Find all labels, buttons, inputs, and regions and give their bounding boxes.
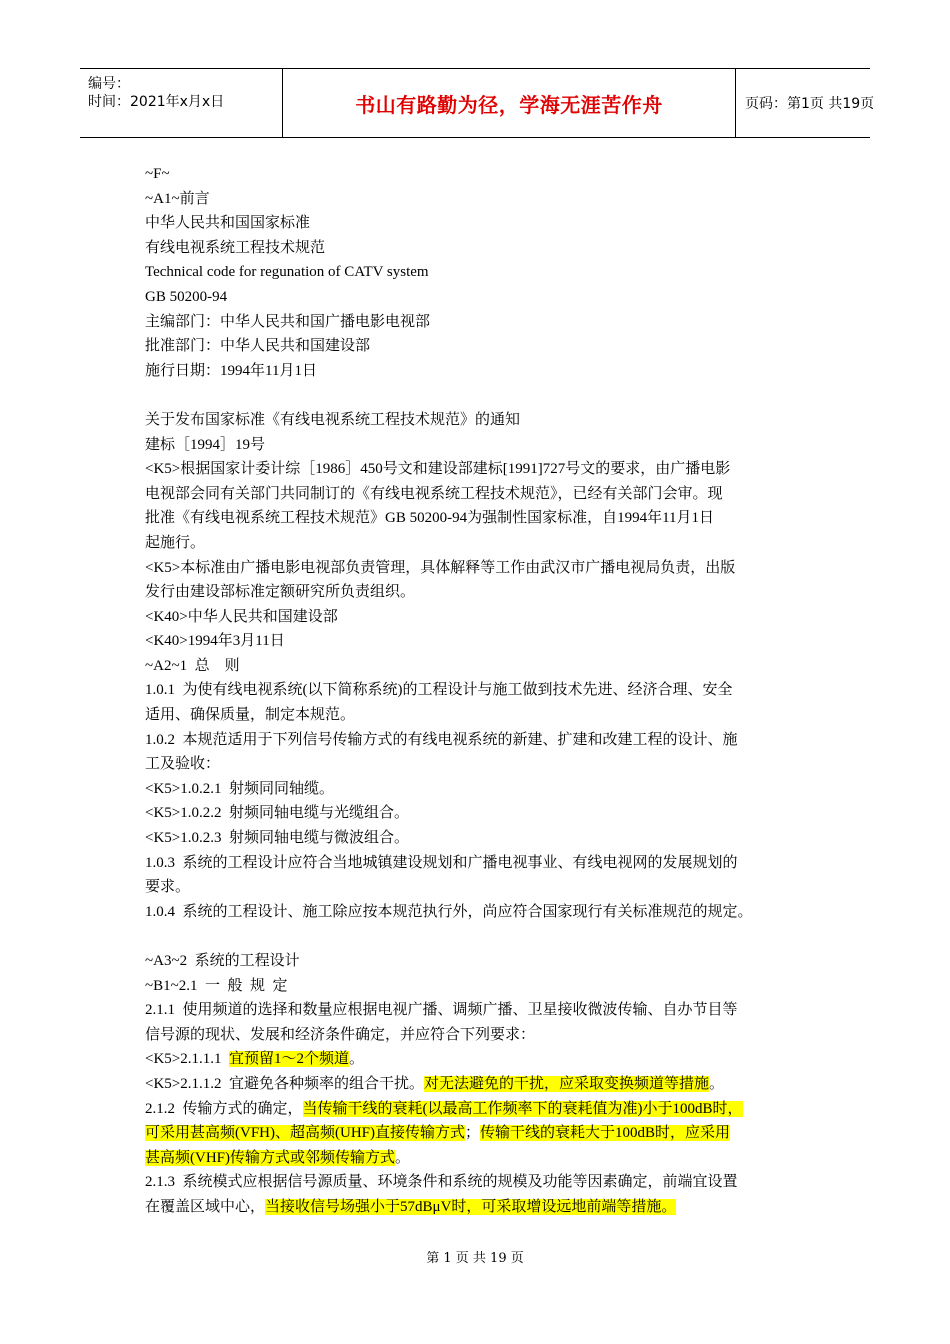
highlighted-text: 当接收信号场强小于57dBμV时，可采取增设远地前端等措施。 — [265, 1198, 677, 1215]
motto-text: 书山有路勤为径，学海无涯苦作舟 — [355, 93, 663, 117]
highlighted-text: 可采用甚高频(VFH)、超高频(UHF)直接传输方式 — [145, 1125, 465, 1142]
text-line — [145, 875, 835, 900]
text-segment: 关于发布国家标准《有线电视系统工程技术规范》的通知 — [145, 411, 521, 428]
text-segment: ~A1~前言 — [145, 190, 210, 207]
text-segment: <K5>1.0.2.2 射频同轴电缆与光缆组合。 — [145, 805, 410, 822]
text-line — [145, 162, 835, 187]
text-line — [145, 629, 835, 654]
blank-line — [145, 924, 835, 949]
text-line — [145, 408, 835, 433]
text-segment: 电视部会同有关部门共同制订的《有线电视系统工程技术规范》，已经有关部门会审。现 — [145, 485, 723, 502]
text-line — [145, 678, 835, 703]
text-segment: 要求。 — [145, 879, 191, 896]
highlighted-text: 宜预留1～2个频道 — [229, 1051, 350, 1068]
text-line — [145, 260, 835, 285]
text-line — [145, 974, 835, 999]
text-segment: <K5>2.1.1.2 宜避免各种频率的组合干扰。 — [145, 1075, 425, 1092]
text-segment: ~A3~2 系统的工程设计 — [145, 953, 300, 969]
text-segment: <K5>1.0.2.1 射频同同轴缆。 — [145, 780, 335, 797]
text-segment: 2.1.2 传输方式的确定， — [145, 1100, 303, 1117]
text-line — [145, 1023, 835, 1048]
text-segment: 在覆盖区域中心， — [145, 1198, 266, 1215]
text-line — [145, 1195, 835, 1220]
text-line — [145, 1170, 835, 1195]
highlighted-text: 对无法避免的干扰，应采取变换频道等措施 — [424, 1075, 710, 1092]
text-line — [145, 531, 835, 556]
text-line — [145, 506, 835, 531]
text-line — [145, 457, 835, 482]
text-line — [145, 777, 835, 802]
text-segment: 。 — [395, 1149, 411, 1166]
header-table — [80, 68, 875, 138]
text-line — [145, 949, 835, 974]
text-line — [145, 605, 835, 630]
text-line — [145, 703, 835, 728]
text-line — [145, 851, 835, 876]
text-line — [145, 556, 835, 581]
text-line — [145, 998, 835, 1023]
page-footer: 第 1 页 共 19 页 — [426, 1251, 524, 1266]
text-segment: ~A2~1 总 则 — [145, 657, 240, 674]
text-line — [145, 211, 835, 236]
text-segment: 适用、确保质量，制定本规范。 — [145, 707, 356, 724]
text-segment: <K5>2.1.1.1 — [145, 1051, 230, 1068]
text-line — [145, 359, 835, 384]
text-line — [145, 334, 835, 359]
text-segment: 批准《有线电视系统工程技术规范》GB 50200-94为强制性国家标准，自1994年11月1日 — [145, 510, 715, 527]
text-segment: 中华人民共和国国家标准 — [145, 215, 311, 232]
text-segment: 建标［1994］19号 — [145, 436, 266, 453]
text-segment: 有线电视系统工程技术规范 — [145, 239, 326, 256]
text-segment: 。 — [709, 1075, 725, 1092]
text-line — [145, 1121, 835, 1146]
text-segment: 主编部门：中华人民共和国广播电影电视部 — [145, 313, 431, 330]
text-segment: <K5>根据国家计委计综［1986］450号文和建设部建标[1991]727号文的要求，由广播电影 — [145, 461, 731, 478]
text-segment: 1.0.4 系统的工程设计、施工除应按本规范执行外，尚应符合国家现行有关标准规范的规定。 — [145, 903, 753, 920]
text-line — [145, 1072, 835, 1097]
time-label: 时间：2021年x月x日 — [88, 94, 225, 110]
text-segment: <K40>1994年3月11日 — [145, 633, 285, 650]
highlighted-text: 甚高频(VHF)传输方式或邻频传输方式 — [145, 1149, 395, 1166]
text-segment: <K40>中华人民共和国建设部 — [145, 608, 338, 625]
highlighted-text: 当传输干线的衰耗(以最高工作频率下的衰耗值为准)小于100dB时， — [302, 1100, 743, 1117]
text-line — [145, 1097, 835, 1122]
text-segment: Technical code for regunation of CATV system — [145, 264, 429, 281]
text-line — [145, 310, 835, 335]
text-segment: ； — [465, 1125, 481, 1142]
text-segment: 1.0.2 本规范适用于下列信号传输方式的有线电视系统的新建、扩建和改建工程的设计、施 — [145, 731, 738, 748]
blank-line — [145, 383, 835, 408]
text-line — [145, 285, 835, 310]
text-segment: 信号源的现状、发展和经济条件确定，并应符合下列要求： — [145, 1026, 536, 1043]
text-segment: <K5>1.0.2.3 射频同轴电缆与微波组合。 — [145, 830, 410, 847]
text-segment: 1.0.3 系统的工程设计应符合当地城镇建设规划和广播电视事业、有线电视网的发展规划的 — [145, 854, 738, 871]
text-line — [145, 1146, 835, 1171]
text-line — [145, 826, 835, 851]
text-segment: 1.0.1 为使有线电视系统(以下简称系统)的工程设计与施工做到技术先进、经济合理、安全 — [145, 682, 733, 699]
text-segment: 批准部门：中华人民共和国建设部 — [145, 338, 371, 355]
text-segment: ~B1~2.1 一 般 规 定 — [145, 977, 288, 994]
header-center-cell — [282, 69, 736, 137]
text-segment: 发行由建设部标准定额研究所负责组织。 — [145, 584, 416, 601]
text-line — [145, 752, 835, 777]
highlighted-text: 传输干线的衰耗大于100dB时，应采用 — [480, 1125, 731, 1142]
number-label: 编号： — [88, 76, 130, 92]
text-segment: 起施行。 — [145, 534, 206, 551]
text-segment: <K5>本标准由广播电影电视部负责管理，具体解释等工作由武汉市广播电视局负责，出版 — [145, 559, 736, 576]
header-left-cell — [80, 69, 282, 137]
text-line — [145, 1047, 835, 1072]
text-line — [145, 728, 835, 753]
text-line — [145, 482, 835, 507]
document-body — [145, 162, 835, 1220]
header-right-cell — [735, 69, 875, 137]
text-segment: 2.1.3 系统模式应根据信号源质量、环境条件和系统的规模及功能等因素确定，前端宜设置 — [145, 1174, 738, 1191]
text-segment: ~F~ — [145, 166, 170, 182]
text-segment: 施行日期：1994年11月1日 — [145, 362, 317, 379]
text-line — [145, 900, 835, 925]
text-segment: 。 — [349, 1051, 365, 1068]
text-segment: GB 50200-94 — [145, 288, 228, 305]
text-line — [145, 580, 835, 605]
text-segment: 2.1.1 使用频道的选择和数量应根据电视广播、调频广播、卫星接收微波传输、自办节目等 — [145, 1002, 738, 1019]
page-info: 页码：第1页 共19页 — [745, 96, 875, 112]
text-line — [145, 654, 835, 679]
text-line — [145, 236, 835, 261]
text-line — [145, 801, 835, 826]
text-segment: 工及验收： — [145, 756, 221, 773]
text-line — [145, 187, 835, 212]
text-line — [145, 433, 835, 458]
